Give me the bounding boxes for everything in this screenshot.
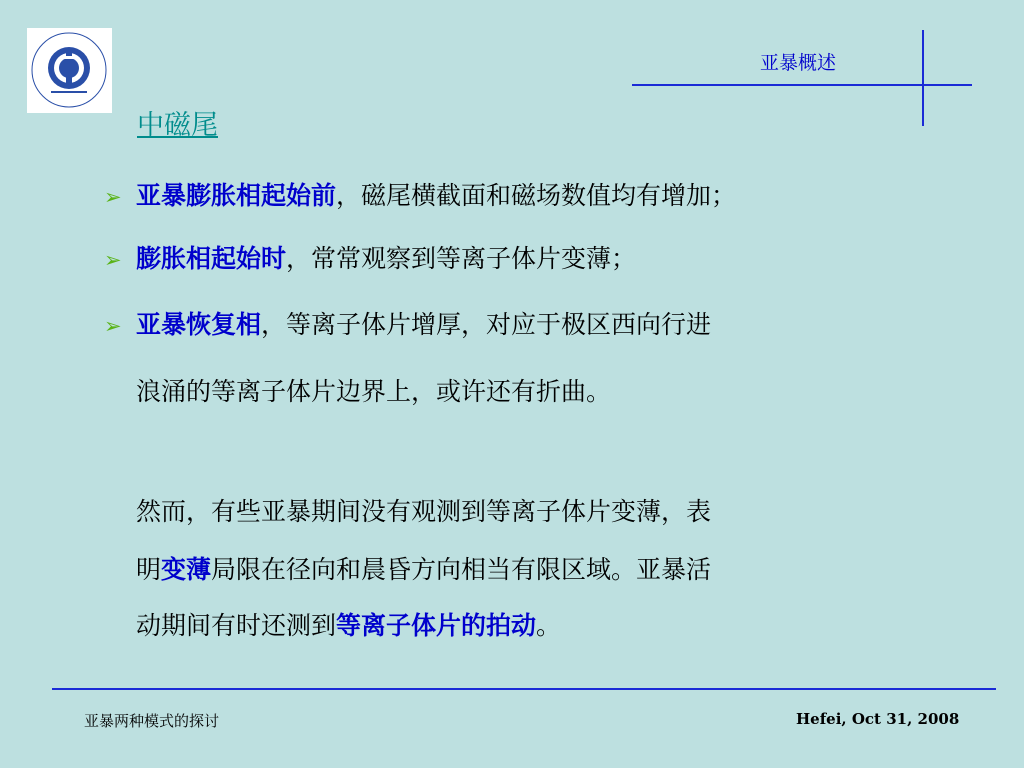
bullet-keyword: 亚暴恢复相 [136,310,262,339]
slide-header-title: 亚暴概述 [760,52,837,74]
bullet-item-3 [104,305,711,341]
footer-date: Hefei, Oct 31, 2008 [796,710,960,728]
bullet-item-2 [104,239,636,275]
paragraph-text: 明 [136,555,162,584]
paragraph-line-2 [136,550,711,586]
paragraph-text: 。 [536,611,562,640]
header-vertical-rule [922,30,924,126]
paragraph-keyword: 变薄 [161,555,212,584]
footer-rule [52,688,996,690]
footer-title: 亚暴两种模式的探讨 [84,712,220,730]
bullet-item-1 [104,176,736,212]
arrow-bullet-icon: ➢ [104,314,122,338]
arrow-bullet-icon: ➢ [104,185,122,209]
bullet-text: ，常常观察到等离子体片变薄； [286,244,637,273]
paragraph-text: 局限在径向和晨昏方向相当有限区域。亚暴活 [211,555,712,584]
paragraph-line-1: 然而，有些亚暴期间没有观测到等离子体片变薄，表 [136,497,712,526]
university-logo-icon [27,28,112,113]
paragraph-keyword: 等离子体片的拍动 [336,611,537,640]
section-title: 中磁尾 [137,110,218,141]
bullet-text: ，等离子体片增厚，对应于极区西向行进 [261,310,712,339]
paragraph-text: 动期间有时还测到 [136,611,337,640]
bullet-continuation: 浪涌的等离子体片边界上，或许还有折曲。 [136,377,612,406]
arrow-bullet-icon: ➢ [104,248,122,272]
paragraph-line-3 [136,606,561,642]
bullet-text: ，磁尾横截面和磁场数值均有增加； [336,181,737,210]
bullet-keyword: 亚暴膨胀相起始前 [136,181,337,210]
header-horizontal-rule [632,84,972,86]
bullet-keyword: 膨胀相起始时 [136,244,287,273]
